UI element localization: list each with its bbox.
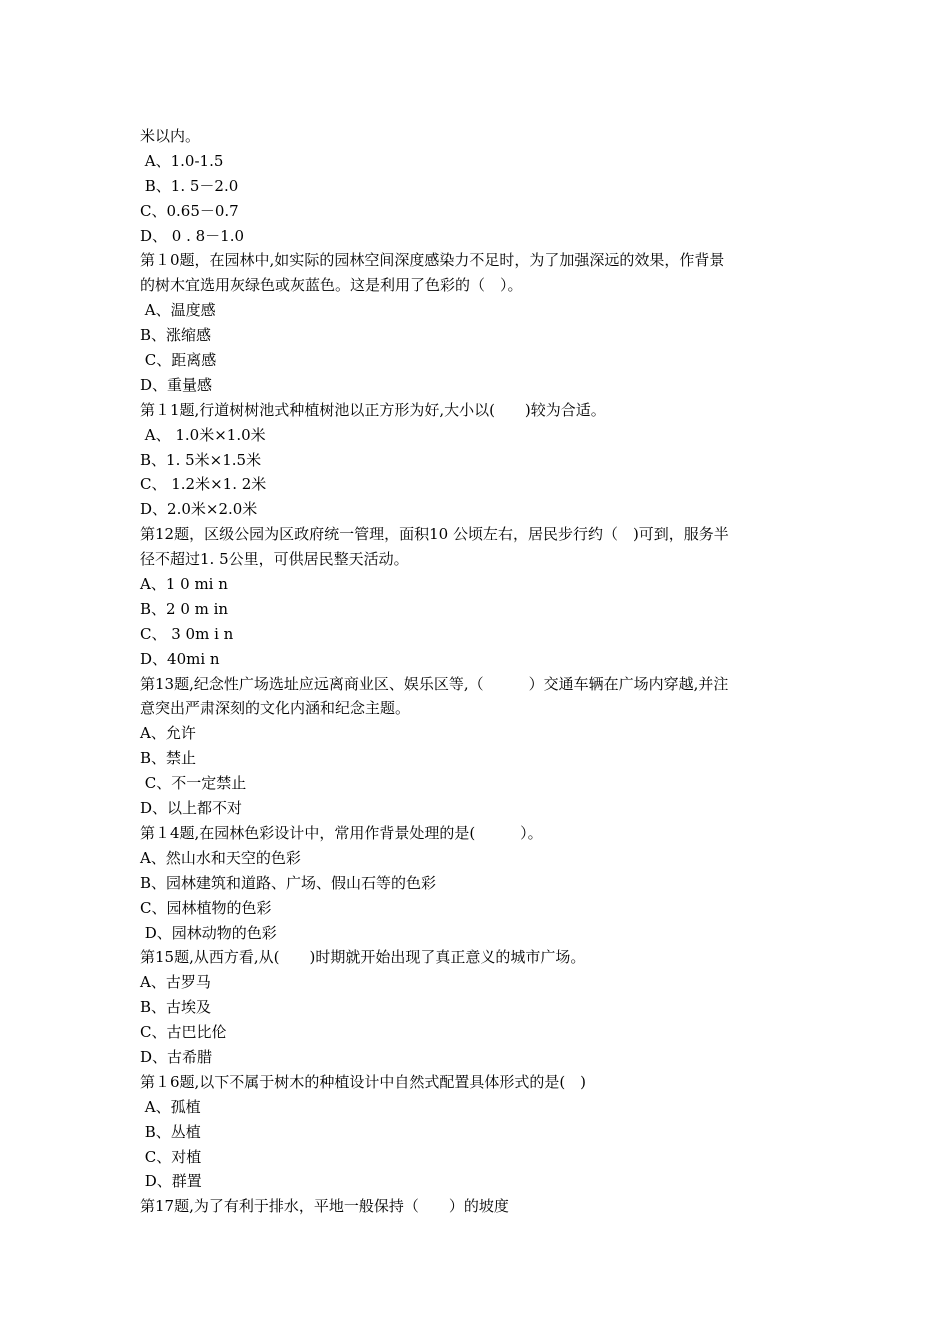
text-line: D、 0 . 8－1.0 [140,226,245,245]
text-line: D、群置 [140,1172,202,1191]
text-line: A、 1.0米×1.0米 [140,425,266,444]
text-line: 的树木宜选用灰绿色或灰蓝色。这是利用了色彩的（ ）。 [140,276,523,295]
text-line: 第１6题,以下不属于树木的种植设计中自然式配置具体形式的是( ) [140,1072,587,1091]
text-line: C、园林植物的色彩 [140,898,272,917]
text-line: A、古罗马 [140,973,211,992]
text-line: A、温度感 [140,301,216,320]
text-line: D、40mi n [140,649,220,668]
text-line: B、2 0 m in [140,599,229,618]
text-line: 米以内。 [140,127,201,145]
text-line: D、以上都不对 [140,799,243,818]
text-line: A、1.0-1.5 [140,151,224,170]
text-line: 第15题,从西方看,从( )时期就开始出现了真正意义的城市广场。 [140,948,586,967]
text-line: B、禁止 [140,749,197,768]
text-line: 第１0题，在园林中,如实际的园林空间深度感染力不足时，为了加强深远的效果，作背景 [140,251,725,270]
text-line: 第１1题,行道树树池式种植树池以正方形为好,大小以( )较为合适。 [140,400,606,419]
text-line: 第13题,纪念性广场选址应远离商业区、娱乐区等,（ ）交通车辆在广场内穿越,并注 [140,674,729,693]
text-line: C、对植 [140,1147,202,1166]
text-line: B、涨缩感 [140,326,212,345]
text-line: B、丛植 [140,1122,201,1141]
text-line: 径不超过1. 5公里，可供居民整天活动。 [140,550,409,569]
text-line: B、1. 5－2.0 [140,176,239,195]
text-line: C、 1.2米×1. 2米 [140,475,267,494]
text-line: 第１4题,在园林色彩设计中，常用作背景处理的是( ）。 [140,823,543,842]
text-line: C、 3 0m i n [140,624,234,643]
text-line: C、0.65－0.7 [140,201,239,220]
text-line: A、然山水和天空的色彩 [140,848,301,867]
text-line: C、距离感 [140,351,217,370]
text-line: D、古希腊 [140,1047,213,1066]
text-line: C、古巴比伦 [140,1023,227,1042]
text-line: B、1. 5米×1.5米 [140,450,262,469]
text-line: 第17题,为了有利于排水，平地一般保持（ ）的坡度 [140,1197,509,1216]
text-line: D、园林动物的色彩 [140,923,277,942]
text-line: 第12题，区级公园为区政府统一管理，面积10 公顷左右，居民步行约（ )可到，服务半 [140,525,729,544]
text-line: A、1 0 mi n [140,575,228,594]
text-line: D、重量感 [140,375,213,394]
text-line: A、孤植 [140,1097,201,1116]
text-line: B、古埃及 [140,998,212,1017]
question-text-body [140,124,812,1219]
text-line: D、2.0米×2.0米 [140,500,258,519]
text-line: 意突出严肃深刻的文化内涵和纪念主题。 [140,699,411,718]
text-line: C、不一定禁止 [140,774,247,793]
text-line: B、园林建筑和道路、广场、假山石等的色彩 [140,873,437,892]
text-line: A、允许 [140,724,196,743]
